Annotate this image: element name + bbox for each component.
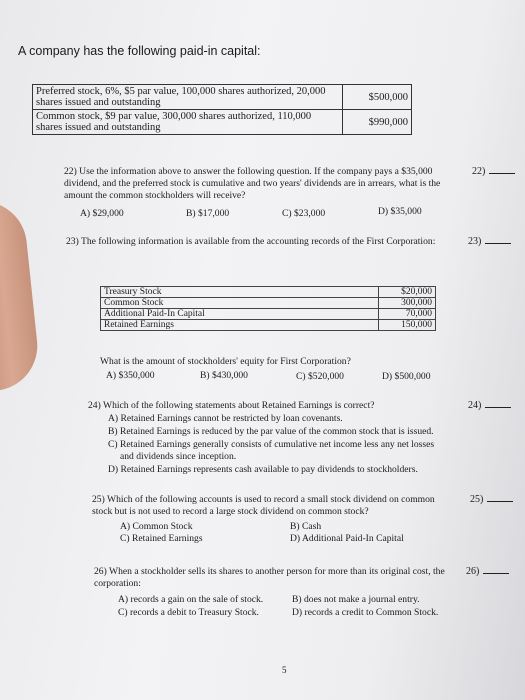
question-23-prompt: What is the amount of stockholders' equity for First Corporation? bbox=[100, 356, 351, 367]
question-24-text: 24) Which of the following statements about Retained Earnings is correct? bbox=[88, 400, 375, 411]
table-row bbox=[101, 287, 436, 298]
table-cell-label: Treasury Stock bbox=[101, 287, 379, 298]
table-row bbox=[33, 85, 412, 110]
q25-option-a: A) Common Stock bbox=[120, 521, 193, 532]
table-cell-amount: $990,000 bbox=[343, 110, 412, 135]
q23-option-d: D) $500,000 bbox=[382, 371, 431, 382]
q24-option-a: A) Retained Earnings cannot be restricted by loan covenants. bbox=[108, 413, 343, 424]
table-cell-label: Additional Paid-In Capital bbox=[101, 309, 379, 320]
intro-heading: A company has the following paid-in capital: bbox=[18, 44, 261, 58]
answer-blank-label: 22) bbox=[472, 166, 486, 177]
table-cell-label: Retained Earnings bbox=[101, 320, 379, 331]
table-cell-label: Preferred stock, 6%, $5 par value, 100,000 shares authorized, 20,000 shares issued and outstanding bbox=[33, 85, 343, 110]
answer-blank-23[interactable] bbox=[468, 236, 511, 247]
question-23-text: 23) The following information is available from the accounting records of the First Corporation: bbox=[66, 236, 436, 247]
answer-blank-label: 25) bbox=[470, 494, 484, 505]
q26-option-a: A) records a gain on the sale of stock. bbox=[118, 594, 264, 605]
answer-blank-24[interactable] bbox=[468, 400, 511, 411]
table-row bbox=[101, 320, 436, 331]
answer-blank-26[interactable] bbox=[466, 566, 509, 577]
question-25-text: 25) Which of the following accounts is used to record a small stock dividend on common stock but is not used to record a large stock dividend on common stock? bbox=[92, 494, 435, 517]
table-row bbox=[101, 309, 436, 320]
q24-option-c: C) Retained Earnings generally consists of cumulative net income less any net losses bbox=[108, 439, 435, 450]
answer-blank-25[interactable] bbox=[470, 494, 513, 505]
page-number: 5 bbox=[282, 665, 287, 675]
q22-option-d: D) $35,000 bbox=[378, 206, 422, 217]
paid-in-capital-table bbox=[32, 84, 412, 135]
q24-option-b: B) Retained Earnings is reduced by the par value of the common stock that is issued. bbox=[108, 426, 434, 437]
q23-option-a: A) $350,000 bbox=[106, 370, 155, 381]
table-cell-amount: $20,000 bbox=[379, 287, 436, 298]
answer-blank-label: 26) bbox=[466, 566, 480, 577]
answer-blank-22[interactable] bbox=[472, 166, 515, 177]
table-cell-amount: 300,000 bbox=[379, 298, 436, 309]
table-cell-amount: 70,000 bbox=[379, 309, 436, 320]
question-26-text: 26) When a stockholder sells its shares to another person for more than its original cost, the corporation: bbox=[94, 566, 445, 589]
q24-option-c-cont: and dividends since inception. bbox=[120, 451, 237, 462]
q26-option-c: C) records a debit to Treasury Stock. bbox=[118, 607, 259, 618]
q22-option-c: C) $23,000 bbox=[282, 208, 326, 219]
answer-blank-label: 23) bbox=[468, 236, 482, 247]
table-cell-label: Common Stock bbox=[101, 298, 379, 309]
table-cell-label: Common stock, $9 par value, 300,000 shares authorized, 110,000 shares issued and outstanding bbox=[33, 110, 343, 135]
q24-option-d: D) Retained Earnings represents cash available to pay dividends to stockholders. bbox=[108, 464, 418, 475]
table-row bbox=[33, 110, 412, 135]
q25-option-b: B) Cash bbox=[290, 521, 322, 532]
answer-blank-label: 24) bbox=[468, 400, 482, 411]
q22-option-a: A) $29,000 bbox=[80, 208, 124, 219]
table-cell-amount: 150,000 bbox=[379, 320, 436, 331]
q25-option-c: C) Retained Earnings bbox=[120, 533, 203, 544]
q23-option-b: B) $430,000 bbox=[200, 370, 248, 381]
table-cell-amount: $500,000 bbox=[343, 85, 412, 110]
q26-option-b: B) does not make a journal entry. bbox=[292, 594, 420, 605]
q22-option-b: B) $17,000 bbox=[186, 208, 230, 219]
q23-option-c: C) $520,000 bbox=[296, 371, 344, 382]
q26-option-d: D) records a credit to Common Stock. bbox=[292, 607, 439, 618]
question-22-text: 22) Use the information above to answer the following question. If the company pays a $35,000 dividend, and the preferred stock is cumulative and two years' dividends are in arrears, what is the amount the common stockholders will receive? bbox=[64, 166, 441, 201]
table-row bbox=[101, 298, 436, 309]
q25-option-d: D) Additional Paid-In Capital bbox=[290, 533, 404, 544]
accounting-records-table bbox=[100, 286, 436, 331]
